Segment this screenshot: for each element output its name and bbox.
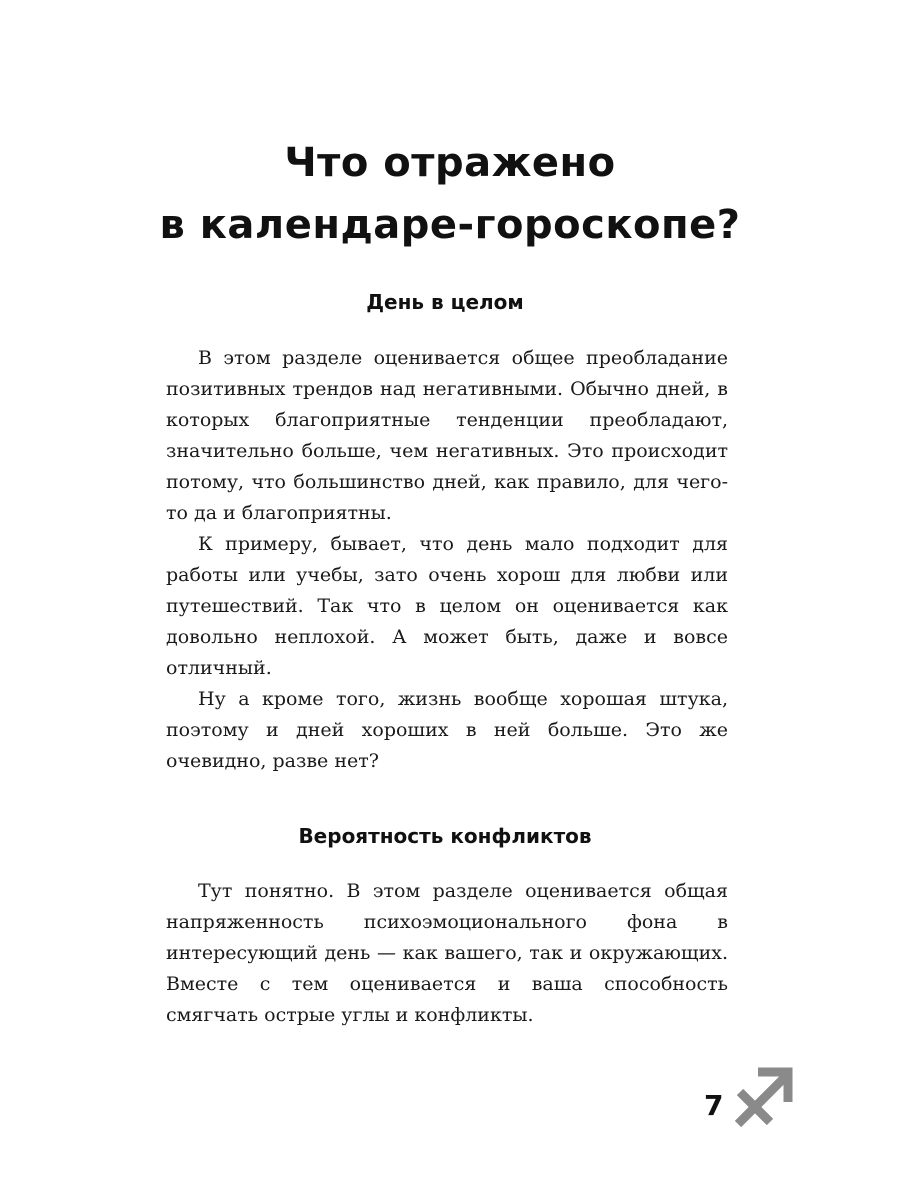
section-heading-conflict-probability: Вероятность конфликтов [298,824,592,848]
page-title-line-1: Что отражено [284,140,616,186]
paragraph: К примеру, бывает, что день мало подходит для работы или учебы, зато очень хорош для любви или путешествий. Так что в целом он оценивается как довольно неплохой. А может быть, даже и вовсе отличный. [166,533,728,679]
page-number: 7 [704,1089,724,1122]
paragraph: В этом разделе оценивается общее преобладание позитивных трендов над негативными. Обычно дней, в которых благоприятные тенденции преобладают, значительно больше, чем негативных. Это происходит потому, что большинство дней, как правило, для чего-то да и благоприятны. [166,347,728,524]
section-body-conflict-probability [166,876,728,1031]
sagittarius-icon [730,1064,796,1130]
page-title [0,132,900,256]
section-body-day-overall [166,343,728,777]
page-footer [700,1064,810,1138]
page-title-line-2: в календаре-гороскопе? [159,202,741,248]
section-heading-day-overall: День в целом [366,290,524,314]
paragraph: Тут понятно. В этом разделе оценивается общая напряженность психоэмоционального фона в интересующий день — как вашего, так и окружающих. Вместе с тем оценивается и ваша способность смягчать острые углы и конфликты. [166,880,728,1026]
paragraph: Ну а кроме того, жизнь вообще хорошая штука, поэтому и дней хороших в ней больше. Это же очевидно, разве нет? [166,688,728,772]
